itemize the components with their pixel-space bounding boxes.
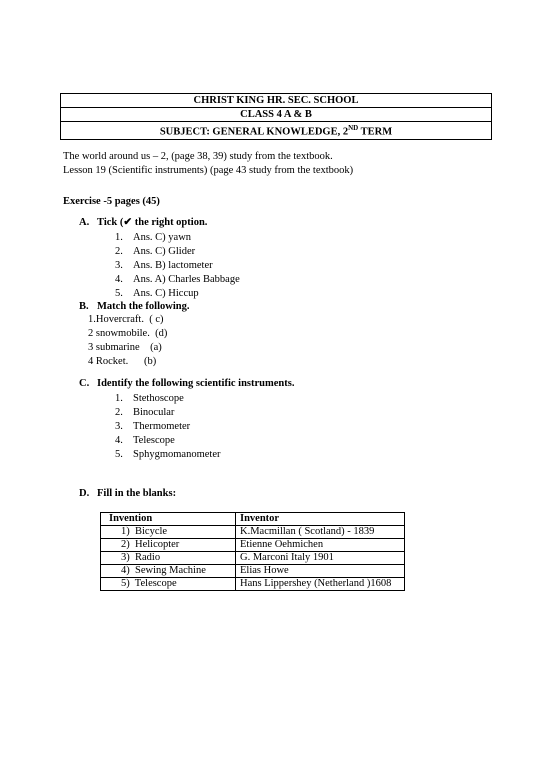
intro-line-1: The world around us – 2, (page 38, 39) study from the textbook. — [63, 151, 333, 162]
section-d-title: Fill in the blanks: — [97, 488, 177, 499]
table-row — [101, 565, 405, 578]
subject-superscript: ND — [348, 124, 359, 132]
section-a-title: Tick (✔ the right option. — [97, 217, 208, 228]
table-cell-invention: 4) Sewing Machine — [101, 565, 236, 578]
list-item: Ans. C) Glider — [133, 246, 196, 257]
section-c-title: Identify the following scientific instruments. — [97, 378, 295, 389]
column-header-inventor: Inventor — [236, 513, 405, 526]
list-item-number: 3. — [115, 260, 123, 271]
list-item: Telescope — [133, 435, 175, 446]
class-name: CLASS 4 A & B — [61, 108, 491, 122]
table-row — [101, 578, 405, 591]
list-item-number: 4. — [115, 435, 123, 446]
list-item: Ans. A) Charles Babbage — [133, 274, 240, 285]
list-item: Stethoscope — [133, 393, 184, 404]
list-item-number: 1. — [115, 393, 123, 404]
section-c-label: C. — [79, 378, 90, 389]
list-item: 4 Rocket. (b) — [88, 356, 157, 367]
table-row — [101, 552, 405, 565]
section-a-label: A. — [79, 217, 90, 228]
table-cell-inventor: Hans Lippershey (Netherland )1608 — [236, 578, 405, 591]
table-cell-inventor: Elias Howe — [236, 565, 405, 578]
exercise-title: Exercise -5 pages (45) — [63, 196, 160, 207]
list-item-number: 2. — [115, 407, 123, 418]
subject-prefix: SUBJECT: GENERAL KNOWLEDGE, 2 — [159, 126, 349, 138]
list-item-number: 2. — [115, 246, 123, 257]
list-item: 3 submarine (a) — [88, 342, 162, 353]
header-box — [60, 93, 492, 140]
table-cell-inventor: Etienne Oehmichen — [236, 539, 405, 552]
table-cell-invention: 5) Telescope — [101, 578, 236, 591]
list-item: Ans. B) lactometer — [133, 260, 213, 271]
list-item-number: 4. — [115, 274, 123, 285]
list-item: Sphygmomanometer — [133, 449, 221, 460]
section-d-label: D. — [79, 488, 90, 499]
list-item: Ans. C) Hiccup — [133, 288, 199, 299]
table-row — [101, 539, 405, 552]
inventions-table — [100, 512, 405, 591]
subject-suffix: TERM — [358, 126, 393, 138]
table-cell-invention: 3) Radio — [101, 552, 236, 565]
list-item-number: 1. — [115, 232, 123, 243]
list-item: 2 snowmobile. (d) — [88, 328, 168, 339]
table-header-row — [101, 513, 405, 526]
table-row — [101, 526, 405, 539]
list-item-number: 5. — [115, 449, 123, 460]
intro-line-2: Lesson 19 (Scientific instruments) (page 43 study from the textbook) — [63, 165, 354, 176]
list-item: 1.Hovercraft. ( c) — [88, 314, 164, 325]
list-item: Thermometer — [133, 421, 191, 432]
school-name: CHRIST KING HR. SEC. SCHOOL — [61, 94, 491, 108]
table-cell-inventor: G. Marconi Italy 1901 — [236, 552, 405, 565]
table-cell-invention: 1) Bicycle — [101, 526, 236, 539]
list-item-number: 3. — [115, 421, 123, 432]
column-header-invention: Invention — [101, 513, 236, 526]
table-cell-invention: 2) Helicopter — [101, 539, 236, 552]
list-item: Binocular — [133, 407, 175, 418]
section-b-label: B. — [79, 301, 89, 312]
table-cell-inventor: K.Macmillan ( Scotland) - 1839 — [236, 526, 405, 539]
subject-line — [61, 122, 491, 139]
list-item: Ans. C) yawn — [133, 232, 192, 243]
section-b-title: Match the following. — [97, 301, 190, 312]
list-item-number: 5. — [115, 288, 123, 299]
